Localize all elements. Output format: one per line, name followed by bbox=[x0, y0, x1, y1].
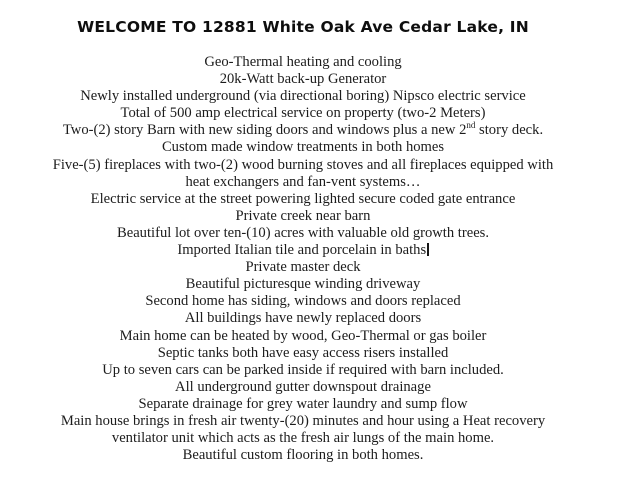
feature-line: All underground gutter downspout drainage bbox=[175, 378, 431, 395]
feature-line: Beautiful picturesque winding driveway bbox=[185, 276, 421, 293]
feature-line: Private creek near barn bbox=[235, 207, 371, 224]
feature-line: Second home has siding, windows and doors replaced bbox=[145, 293, 461, 310]
feature-text: Five-(5) fireplaces with two-(2) wood burning stoves and all fireplaces equipped with bbox=[52, 156, 554, 173]
feature-line: Custom made window treatments in both homes bbox=[161, 139, 445, 156]
feature-line bbox=[0, 122, 606, 139]
feature-line: Beautiful lot over ten-(10) acres with valuable old growth trees. bbox=[116, 224, 490, 241]
text-cursor bbox=[427, 243, 429, 256]
ordinal-superscript: nd bbox=[466, 120, 476, 131]
feature-text: story deck. bbox=[475, 122, 544, 139]
feature-line: Newly installed underground (via directional boring) Nipsco electric service bbox=[80, 88, 526, 105]
feature-line: Private master deck bbox=[245, 259, 361, 276]
feature-text: Two-(2) story Barn with new siding doors and windows plus a new 2 bbox=[62, 122, 467, 139]
feature-line: Separate drainage for grey water laundry and sump flow bbox=[138, 395, 468, 412]
document-title: WELCOME TO 12881 White Oak Ave Cedar Lake, IN bbox=[77, 18, 529, 36]
feature-text: Main house brings in fresh air twenty-(20) minutes and hour using a Heat recovery bbox=[60, 412, 546, 429]
feature-line: Electric service at the street powering lighted secure coded gate entrance bbox=[90, 190, 516, 207]
feature-line bbox=[0, 413, 606, 447]
feature-line bbox=[0, 242, 606, 259]
feature-line bbox=[0, 157, 606, 191]
feature-line: Septic tanks both have easy access risers installed bbox=[157, 344, 449, 361]
feature-line: Beautiful custom flooring in both homes. bbox=[182, 447, 424, 464]
feature-text: Imported Italian tile and porcelain in baths bbox=[177, 242, 427, 259]
feature-line: Geo-Thermal heating and cooling bbox=[204, 54, 402, 70]
feature-line: 20k-Watt back-up Generator bbox=[219, 71, 387, 88]
feature-line: Main home can be heated by wood, Geo-Thermal or gas boiler bbox=[119, 327, 487, 344]
feature-line: Total of 500 amp electrical service on property (two-2 Meters) bbox=[120, 105, 486, 122]
feature-text: heat exchangers and fan-vent systems… bbox=[185, 173, 421, 190]
feature-line: Up to seven cars can be parked inside if required with barn included. bbox=[102, 361, 504, 378]
feature-line: All buildings have newly replaced doors bbox=[184, 310, 422, 327]
feature-text: ventilator unit which acts as the fresh air lungs of the main home. bbox=[111, 430, 495, 447]
